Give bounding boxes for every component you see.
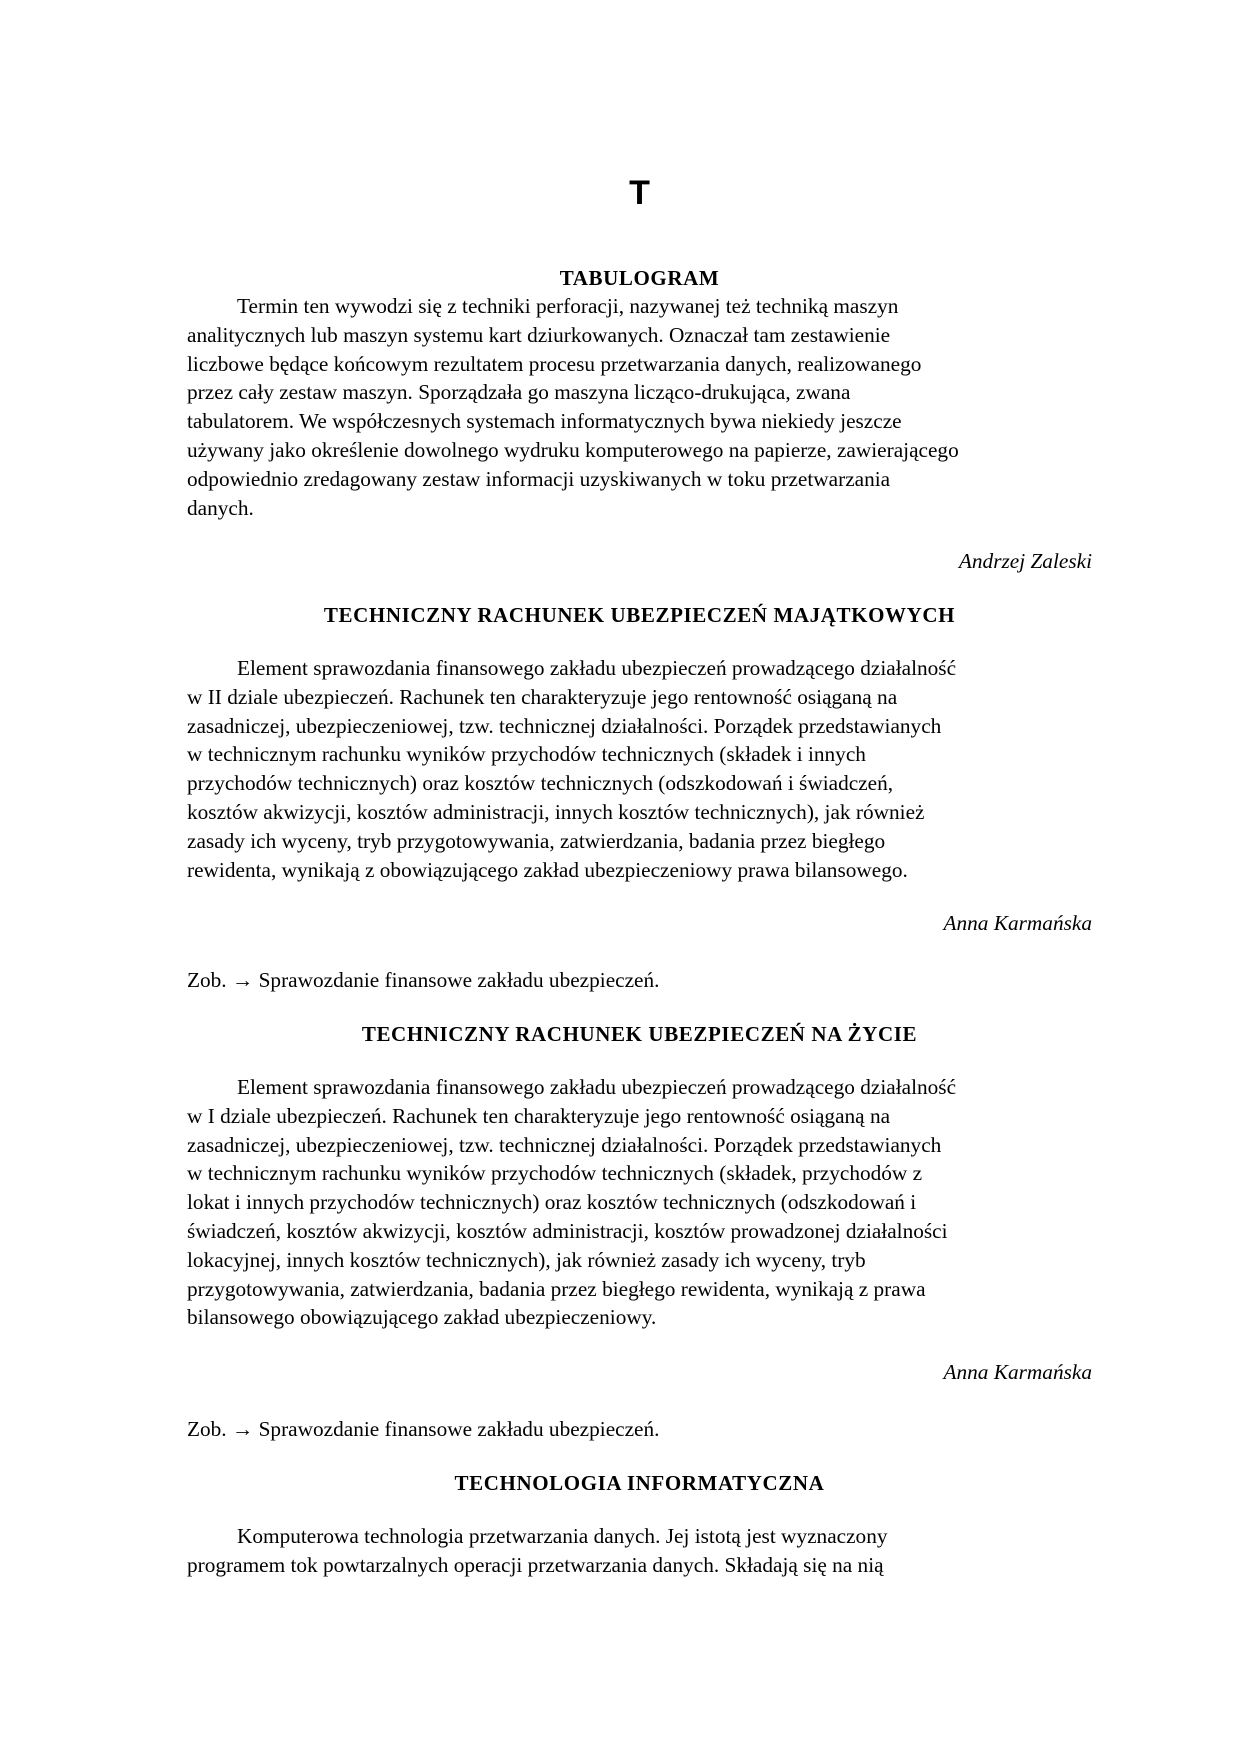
body-line: odpowiednio zredagowany zestaw informacji uzyskiwanych w toku przetwarzania [187, 466, 891, 491]
body-line: w I dziale ubezpieczeń. Rachunek ten charakteryzuje jego rentowność osiąganą na [187, 1103, 891, 1128]
body-line: analitycznych lub maszyn systemu kart dziurkowanych. Oznaczał tam zestawienie [187, 322, 891, 347]
body-line: danych. [187, 495, 254, 520]
entry-title-tabulogram: TABULOGRAM [559, 266, 720, 290]
body-line: lokacyjnej, innych kosztów technicznych), jak również zasady ich wyceny, tryb [187, 1247, 866, 1272]
body-line: Element sprawozdania finansowego zakładu ubezpieczeń prowadzącego działalność [237, 1075, 957, 1099]
body-line: bilansowego obowiązującego zakład ubezpieczeniowy. [187, 1305, 657, 1330]
section-letter: T [629, 174, 650, 212]
entry-body-tabulogram [187, 292, 1092, 522]
entry-body-rachunek-majatkowych [187, 654, 1092, 884]
body-line: Element sprawozdania finansowego zakładu ubezpieczeń prowadzącego działalność [237, 656, 957, 680]
entry-body-technologia-informatyczna [187, 1522, 1092, 1580]
body-line: Termin ten wywodzi się z techniki perforacji, nazywanej też techniką maszyn [237, 294, 899, 318]
body-line: zasadniczej, ubezpieczeniowej, tzw. technicznej działalności. Porządek przedstawianych [187, 1132, 942, 1157]
body-line: zasadniczej, ubezpieczeniowej, tzw. technicznej działalności. Porządek przedstawianych [187, 713, 942, 738]
entry-title-rachunek-na-zycie: TECHNICZNY RACHUNEK UBEZPIECZEŃ NA ŻYCIE [361, 1022, 918, 1046]
see-also-reference: Zob. → Sprawozdanie finansowe zakładu ubezpieczeń. [187, 1417, 660, 1441]
body-line: lokat i innych przychodów technicznych) oraz kosztów technicznych (odszkodowań i [187, 1190, 917, 1215]
body-line: rewidenta, wynikają z obowiązującego zakład ubezpieczeniowy prawa bilansowego. [187, 857, 908, 882]
see-also-reference: Zob. → Sprawozdanie finansowe zakładu ubezpieczeń. [187, 968, 660, 992]
author-signature: Anna Karmańska [943, 1360, 1092, 1384]
body-line: przez cały zestaw maszyn. Sporządzała go maszyna licząco-drukująca, zwana [187, 380, 851, 405]
body-line: tabulatorem. We współczesnych systemach informatycznych bywa niekiedy jeszcze [187, 409, 902, 434]
body-line: używany jako określenie dowolnego wydruku komputerowego na papierze, zawierającego [187, 437, 959, 462]
body-line: w technicznym rachunku wyników przychodów technicznych (składek, przychodów z [187, 1161, 923, 1186]
body-line: zasady ich wyceny, tryb przygotowywania, zatwierdzania, badania przez biegłego [187, 828, 886, 853]
body-line: przygotowywania, zatwierdzania, badania przez biegłego rewidenta, wynikają z prawa [187, 1276, 926, 1301]
body-line: w technicznym rachunku wyników przychodów technicznych (składek i innych [187, 742, 866, 767]
author-signature: Anna Karmańska [943, 911, 1092, 935]
entry-title-technologia-informatyczna: TECHNOLOGIA INFORMATYCZNA [454, 1471, 825, 1495]
body-line: programem tok powtarzalnych operacji przetwarzania danych. Składają się na nią [187, 1552, 884, 1577]
author-signature: Andrzej Zaleski [958, 549, 1092, 573]
body-line: w II dziale ubezpieczeń. Rachunek ten charakteryzuje jego rentowność osiąganą na [187, 684, 898, 709]
entry-body-rachunek-na-zycie [187, 1073, 1092, 1332]
body-line: liczbowe będące końcowym rezultatem procesu przetwarzania danych, realizowanego [187, 351, 922, 376]
body-line: świadczeń, kosztów akwizycji, kosztów administracji, kosztów prowadzonej działalności [187, 1218, 948, 1243]
entry-title-rachunek-majatkowych: TECHNICZNY RACHUNEK UBEZPIECZEŃ MAJĄTKOWYCH [323, 603, 956, 627]
body-line: Komputerowa technologia przetwarzania danych. Jej istotą jest wyznaczony [237, 1524, 888, 1548]
body-line: przychodów technicznych) oraz kosztów technicznych (odszkodowań i świadczeń, [187, 771, 894, 796]
body-line: kosztów akwizycji, kosztów administracji, innych kosztów technicznych), jak również [187, 799, 925, 824]
